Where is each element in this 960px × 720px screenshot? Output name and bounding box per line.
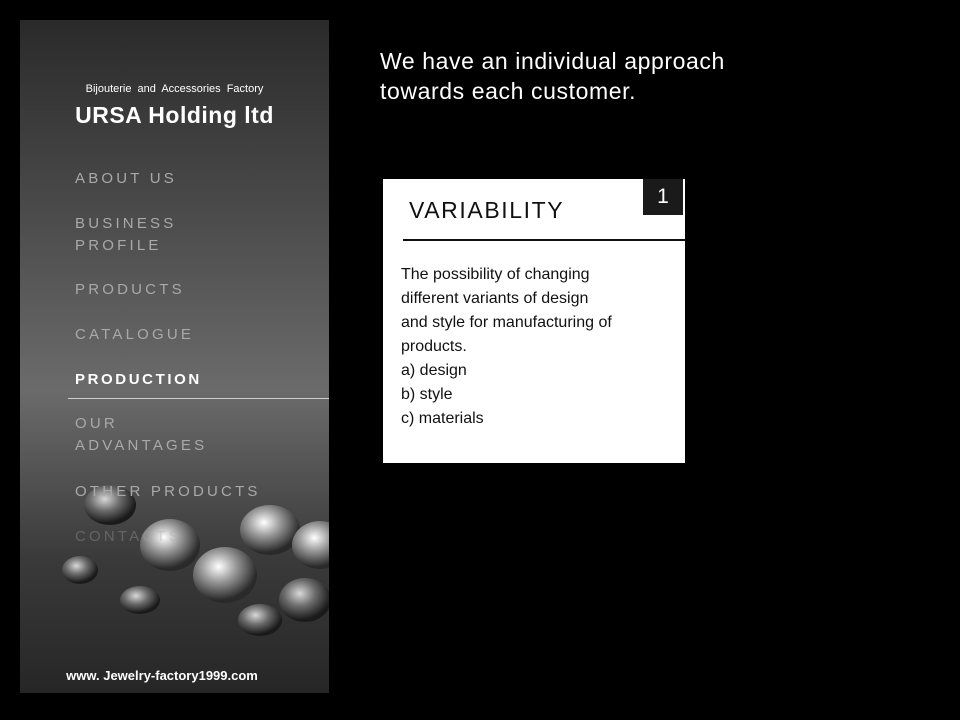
card-title: VARIABILITY — [409, 197, 565, 223]
feature-card — [383, 179, 685, 463]
nav-production[interactable]: PRODUCTION — [75, 371, 202, 388]
card-line: and style for manufacturing of — [401, 314, 612, 331]
nav-our-advantages[interactable]: OUR ADVANTAGES — [75, 415, 208, 454]
active-nav-underline — [68, 398, 329, 399]
page-headline — [380, 46, 800, 106]
nav-other-products[interactable]: OTHER PRODUCTS — [75, 483, 261, 500]
nav-contacts[interactable]: CONTACTS — [75, 528, 182, 545]
card-line: The possibility of changing — [401, 266, 590, 283]
sidebar — [20, 20, 329, 693]
nav-products[interactable]: PRODUCTS — [75, 281, 185, 298]
website-link[interactable]: www. Jewelry-factory1999.com — [66, 668, 258, 683]
nav-catalogue[interactable]: CATALOGUE — [75, 326, 195, 343]
factory-tagline: Bijouterie and Accessories Factory — [85, 83, 264, 95]
nav-business-profile[interactable]: BUSINESS PROFILE — [75, 215, 177, 254]
headline-line-1: We have an individual approach — [380, 48, 725, 74]
headline-line-2: towards each customer. — [380, 78, 637, 104]
card-divider — [403, 239, 685, 241]
card-line: b) style — [401, 386, 453, 403]
nav-about-us[interactable]: ABOUT US — [75, 170, 178, 187]
card-description — [401, 263, 671, 431]
card-line: c) materials — [401, 410, 484, 427]
brand-name: URSA Holding ltd — [75, 102, 274, 128]
card-line: products. — [401, 338, 467, 355]
card-number-badge: 1 — [643, 179, 683, 215]
card-line: a) design — [401, 362, 467, 379]
card-line: different variants of design — [401, 290, 589, 307]
